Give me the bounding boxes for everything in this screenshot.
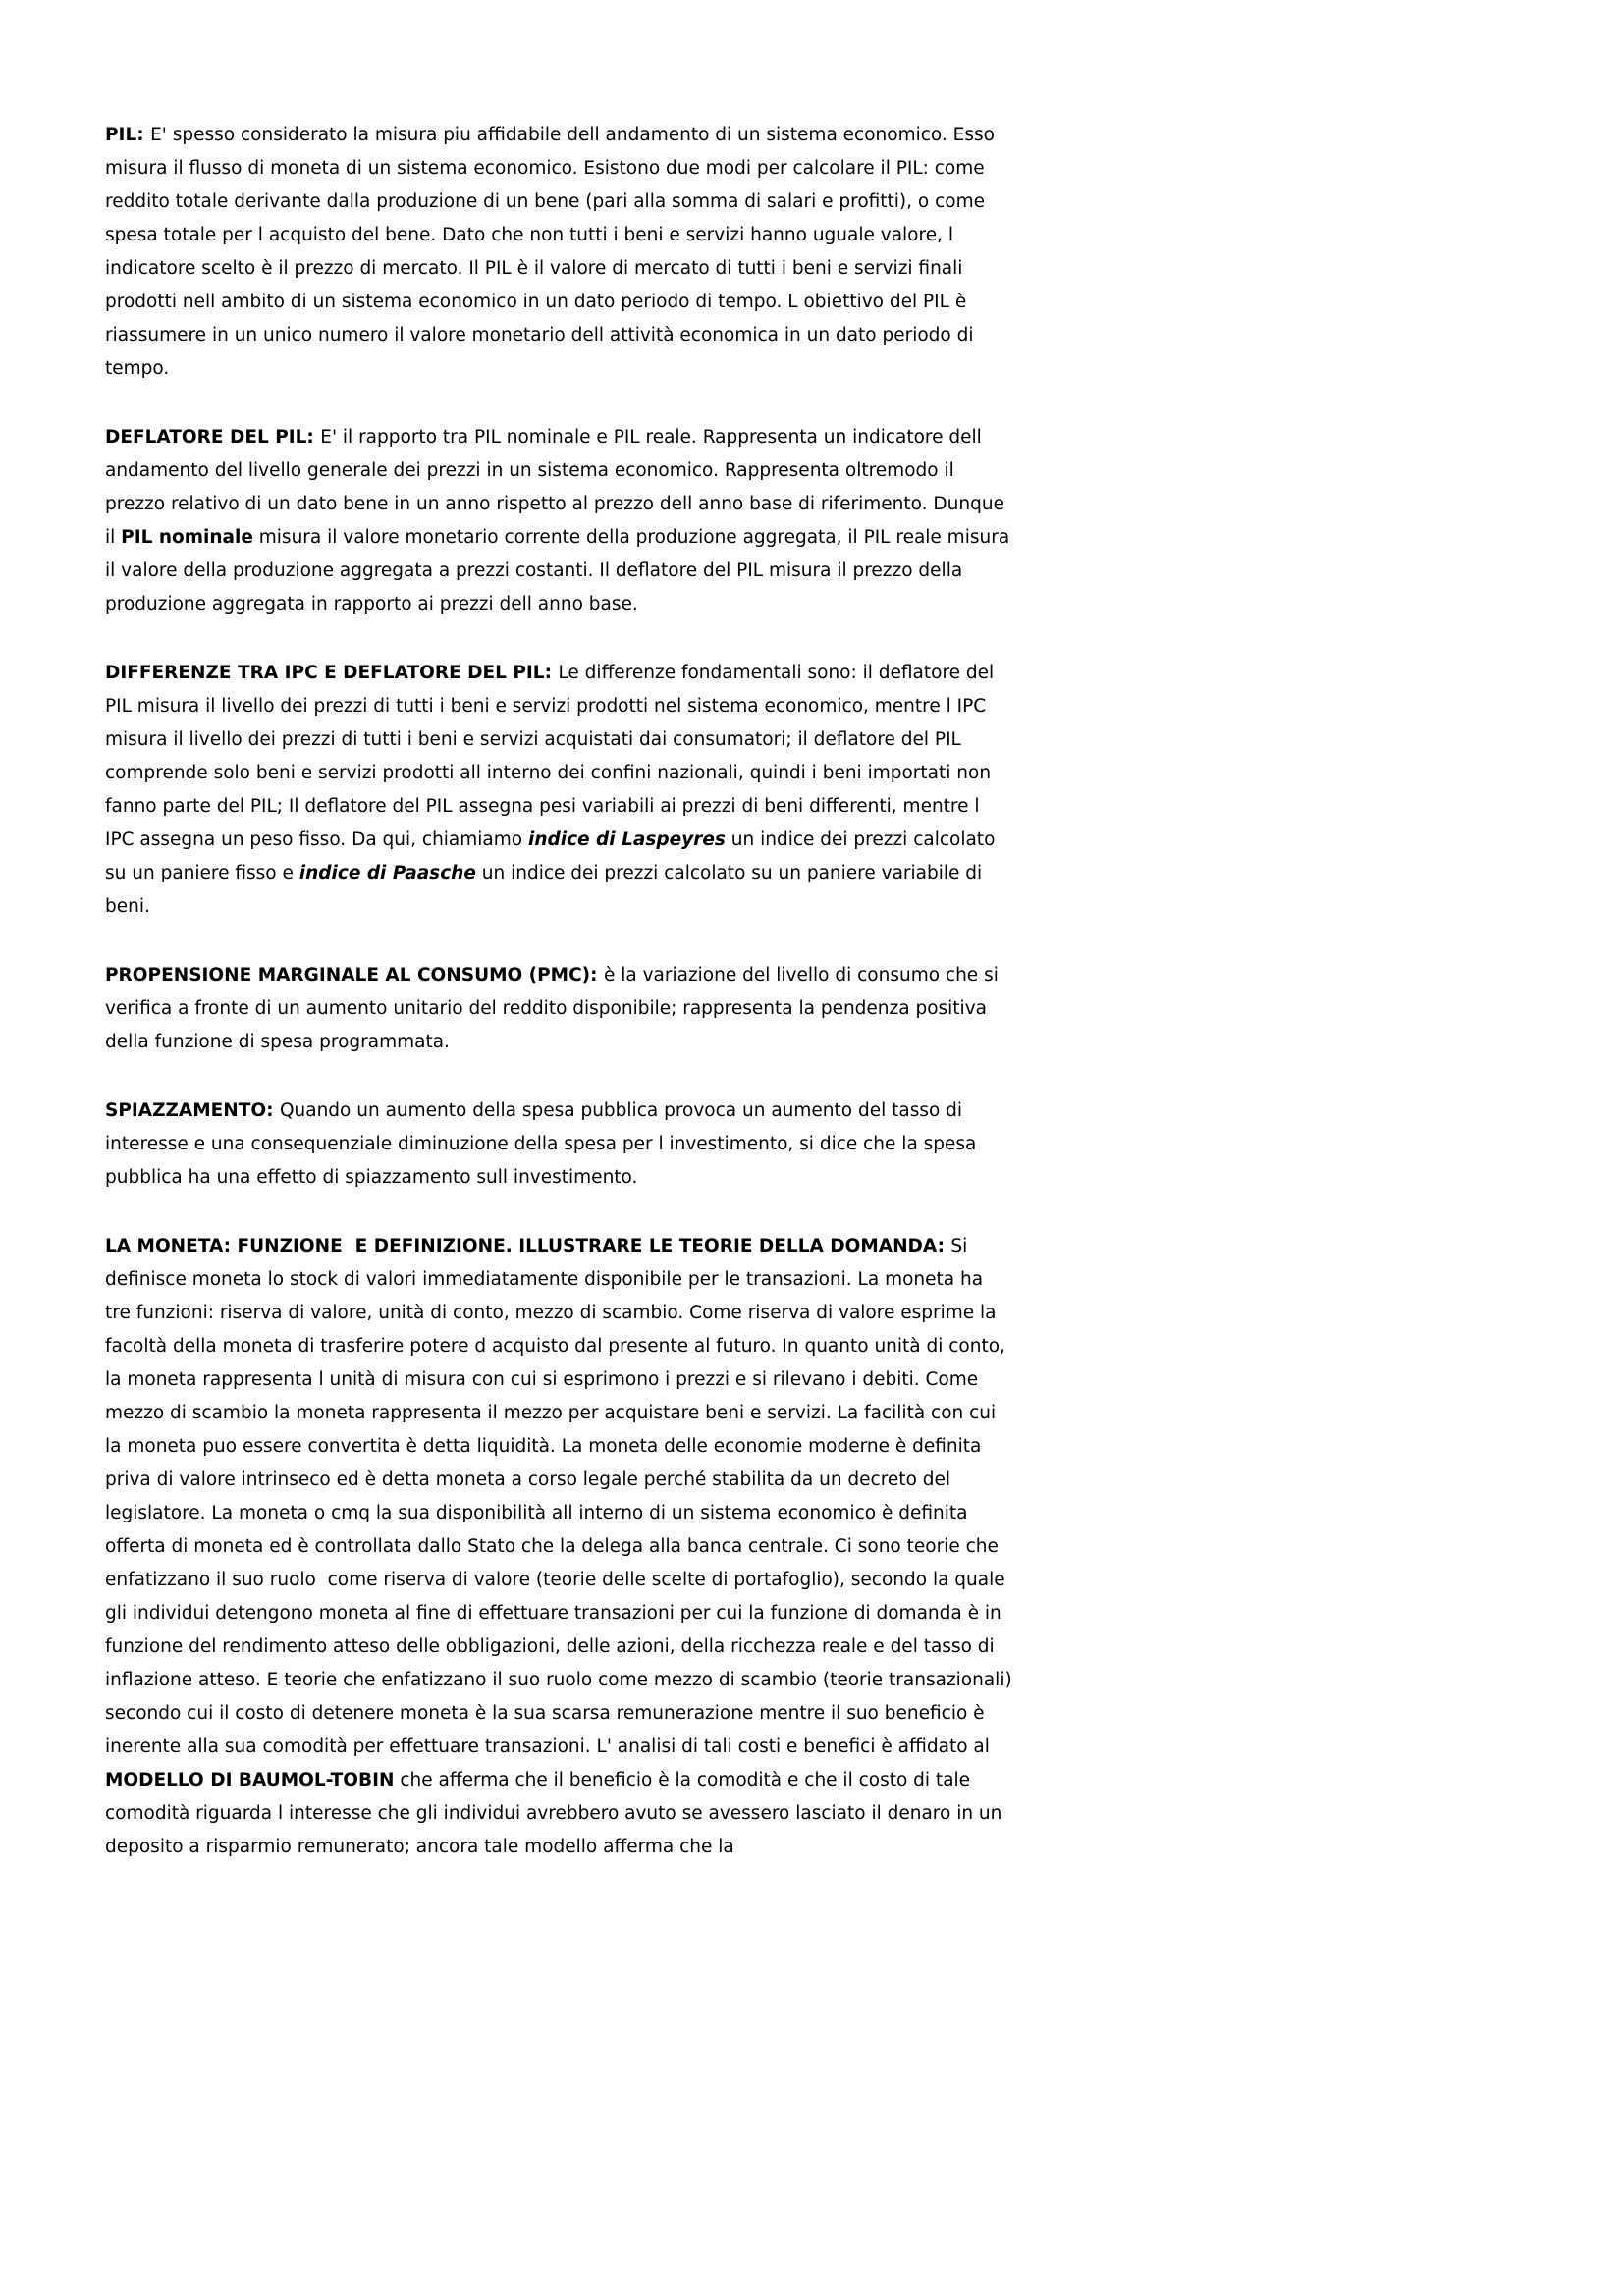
paragraph: [105, 421, 1016, 621]
text-run: un indice dei prezzi calcolato su un paniere variabile di beni.: [105, 863, 989, 917]
text-run-bold-italic: indice di Laspeyres: [528, 829, 726, 850]
text-run: E' spesso considerato la misura piu affidabile dell andamento di un sistema economico. Esso misura il flusso di moneta di un sistema economico. Esistono due modi per calcolare il PIL: come reddito totale derivante dalla produzione di un bene (pari alla somma di salari e profitti), o come spesa totale per l acquisto del bene. Dato che non tutti i beni e servizi hanno uguale valore, l indicatore scelto è il prezzo di mercato. Il PIL è il valore di mercato di tutti i beni e servizi finali prodotti nell ambito di un sistema economico in un dato periodo di tempo. L obiettivo del PIL è riassumere in un unico numero il valore monetario dell attività economica in un dato periodo di tempo.: [105, 125, 1001, 379]
text-run-bold: LA MONETA: FUNZIONE E DEFINIZIONE. ILLUSTRARE LE TEORIE DELLA DOMANDA:: [105, 1236, 951, 1256]
text-run: Si definisce moneta lo stock di valori immediatamente disponibile per le transazioni. La moneta ha tre funzioni: riserva di valore, unità di conto, mezzo di scambio. Come riserva di valore esprime la facoltà della moneta di trasferire potere d acquisto dal presente al futuro. In quanto unità di conto, la moneta rappresenta l unità di misura con cui si esprimono i prezzi e si rilevano i debiti. Come mezzo di scambio la moneta rappresenta il mezzo per acquistare beni e servizi. La facilità con cui la moneta puo essere convertita è detta liquidità. La moneta delle economie moderne è definita priva di valore intrinseco ed è detta moneta a corso legale perché stabilita da un decreto del legislatore. La moneta o cmq la sua disponibilità all interno di un sistema economico è definita offerta di moneta ed è controllata dallo Stato che la delega alla banca centrale. Ci sono teorie che enfatizzano il suo ruolo come riserva di valore (teorie delle scelte di portafoglio), secondo la quale gli individui detengono moneta al fine di effettuare transazioni per cui la funzione di domanda è in funzione del rendimento atteso delle obbligazioni, delle azioni, della ricchezza reale e del tasso di inflazione atteso. E teorie che enfatizzano il suo ruolo come mezzo di scambio (teorie transazionali) secondo cui il costo di detenere moneta è la sua scarsa remunerazione mentre il suo beneficio è inerente alla sua comodità per effettuare transazioni. L' analisi di tali costi e benefici è affidato al: [105, 1236, 1018, 1757]
text-run-bold: DEFLATORE DEL PIL:: [105, 427, 321, 448]
text-run-bold: PIL nominale: [121, 527, 253, 548]
paragraph: [105, 657, 1013, 924]
text-run-bold: MODELLO DI BAUMOL-TOBIN: [105, 1770, 395, 1790]
text-run: che afferma che il beneficio è la comodità e che il costo di tale comodità riguarda l interesse che gli individui avrebbero avuto se avessero lasciato il denaro in un deposito a risparmio remunerato; ancora tale modello afferma che la: [105, 1770, 1008, 1857]
text-run-bold: PROPENSIONE MARGINALE AL CONSUMO (PMC):: [105, 965, 604, 986]
paragraph: [105, 1095, 1013, 1195]
paragraph: [105, 1230, 1018, 1864]
text-run: E' il rapporto tra PIL nominale e PIL reale. Rappresenta un indicatore dell andamento del livello generale dei prezzi in un sistema economico. Rappresenta oltremodo il prezzo relativo di un dato bene in un anno rispetto al prezzo dell anno base di riferimento. Dunque il: [105, 427, 1010, 548]
text-run: Quando un aumento della spesa pubblica provoca un aumento del tasso di interesse e una consequenziale diminuzione della spesa per l investimento, si dice che la spesa pubblica ha una effetto di spiazzamento sull investimento.: [105, 1100, 983, 1188]
text-run: un indice dei prezzi calcolato su un paniere fisso e: [105, 829, 1001, 883]
text-run: è la variazione del livello di consumo che si verifica a fronte di un aumento unitario del reddito disponibile; rappresenta la pendenza positiva della funzione di spesa programmata.: [105, 965, 1004, 1052]
text-run-bold: SPIAZZAMENTO:: [105, 1100, 280, 1121]
document-body: [105, 119, 1018, 1899]
text-run: Le differenze fondamentali sono: il deflatore del PIL misura il livello dei prezzi di tutti i beni e servizi prodotti nel sistema economico, mentre l IPC misura il livello dei prezzi di tutti i beni e servizi acquistati dai consumatori; il deflatore del PIL comprende solo beni e servizi prodotti all interno dei confini nazionali, quindi i beni importati non fanno parte del PIL; Il deflatore del PIL assegna pesi variabili ai prezzi di beni differenti, mentre l IPC assegna un peso fisso. Da qui, chiamiamo: [105, 663, 1001, 850]
text-run-bold-italic: indice di Paasche: [298, 863, 476, 883]
paragraph: [105, 959, 1013, 1059]
paragraph: [105, 119, 1013, 386]
text-run: misura il valore monetario corrente della produzione aggregata, il PIL reale misura il valore della produzione aggregata a prezzi costanti. Il deflatore del PIL misura il prezzo della produzione aggregata in rapporto ai prezzi dell anno base.: [105, 527, 1016, 614]
text-run-bold: DIFFERENZE TRA IPC E DEFLATORE DEL PIL:: [105, 663, 559, 683]
text-run-bold: PIL:: [105, 125, 151, 145]
